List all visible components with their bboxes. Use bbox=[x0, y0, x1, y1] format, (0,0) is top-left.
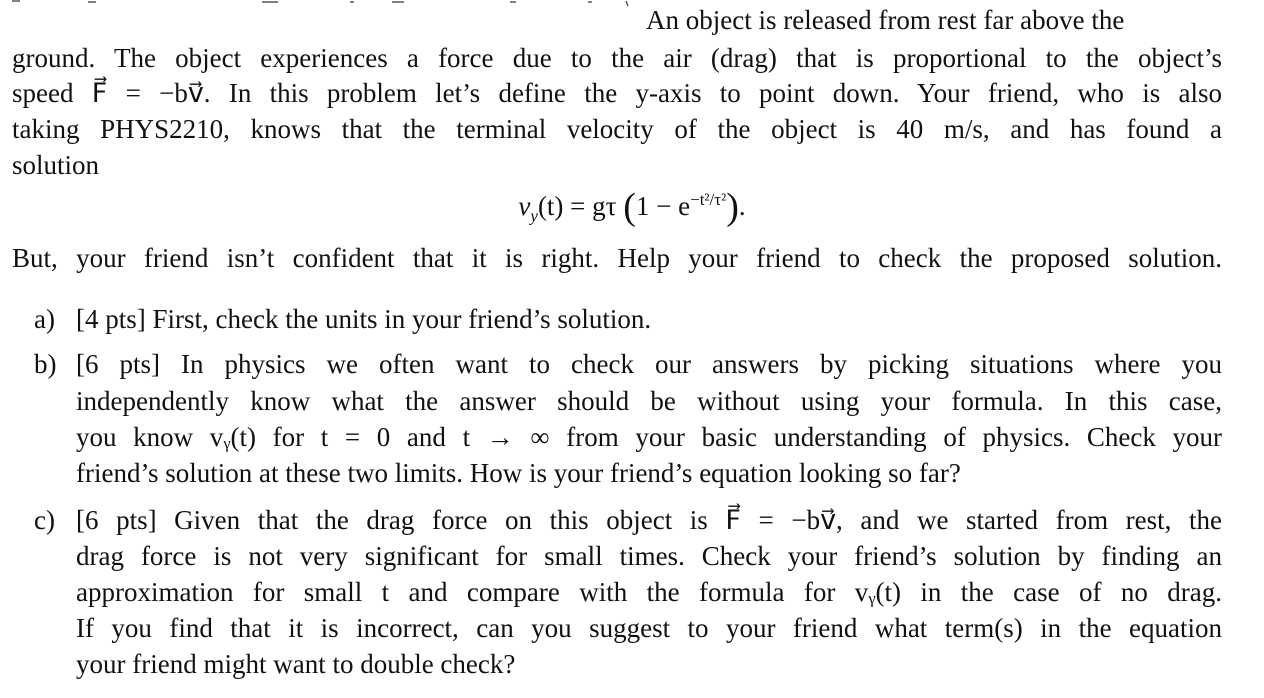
after-equation-text: But, your friend isn’t confident that it is right. Help your friend to check the proposed solution. bbox=[12, 243, 1222, 273]
item-a-label: a) bbox=[34, 304, 55, 334]
item-c-line-5: your friend might want to double check? bbox=[76, 649, 516, 679]
item-c-label: c) bbox=[34, 505, 55, 535]
item-b-line-3: you know vᵧ(t) for t = 0 and t → ∞ from your basic understanding of physics. Check your bbox=[76, 422, 1222, 452]
velocity-equation: $v_y(t) = g\tau$ $(1 - e^{-t^2/\tau^2})$. bbox=[518, 186, 746, 228]
item-c-line-2: drag force is not very significant for small times. Check your friend’s solution by finding an bbox=[76, 541, 1222, 571]
item-b-line-4: friend’s solution at these two limits. How is your friend’s equation looking so far? bbox=[76, 458, 961, 488]
item-c-line-3: approximation for small t and compare with the formula for vᵧ(t) in the case of no drag. bbox=[76, 577, 1222, 607]
cropped-text-remnant bbox=[0, 0, 640, 20]
item-c-line-4: If you find that it is incorrect, can you suggest to your friend what term(s) in the equation bbox=[76, 613, 1222, 643]
intro-line-4: taking PHYS2210, knows that the terminal velocity of the object is 40 m/s, and has found a bbox=[12, 114, 1222, 144]
intro-line-1: An object is released from rest far above the bbox=[646, 5, 1125, 35]
item-b-line-1: [6 pts] In physics we often want to check our answers by picking situations where you bbox=[76, 349, 1222, 379]
intro-line-5: solution bbox=[12, 150, 100, 180]
equation-body: 1 − e bbox=[635, 191, 691, 221]
equation-lhs: v bbox=[518, 191, 531, 221]
equation-tail: . bbox=[738, 191, 746, 221]
equation-lhs-sub: y bbox=[530, 206, 538, 226]
intro-line-2: ground. The object experiences a force due to the air (drag) that is proportional to the object’s bbox=[12, 43, 1222, 73]
item-c-line-1: [6 pts] Given that the drag force on this object is F⃗ = −bv⃗, and we started from rest, the bbox=[76, 505, 1222, 535]
intro-line-3: speed F⃗ = −bv⃗. In this problem let’s define the y-axis to point down. Your friend, who is also bbox=[12, 78, 1222, 108]
item-a-line-1: [4 pts] First, check the units in your friend’s solution. bbox=[76, 304, 652, 334]
equation-arg: (t) = gτ bbox=[537, 191, 617, 221]
item-b-label: b) bbox=[34, 349, 57, 379]
item-b-line-2: independently know what the answer should be without using your formula. In this case, bbox=[76, 386, 1222, 416]
equation-exponent: −t²/τ² bbox=[690, 190, 727, 209]
